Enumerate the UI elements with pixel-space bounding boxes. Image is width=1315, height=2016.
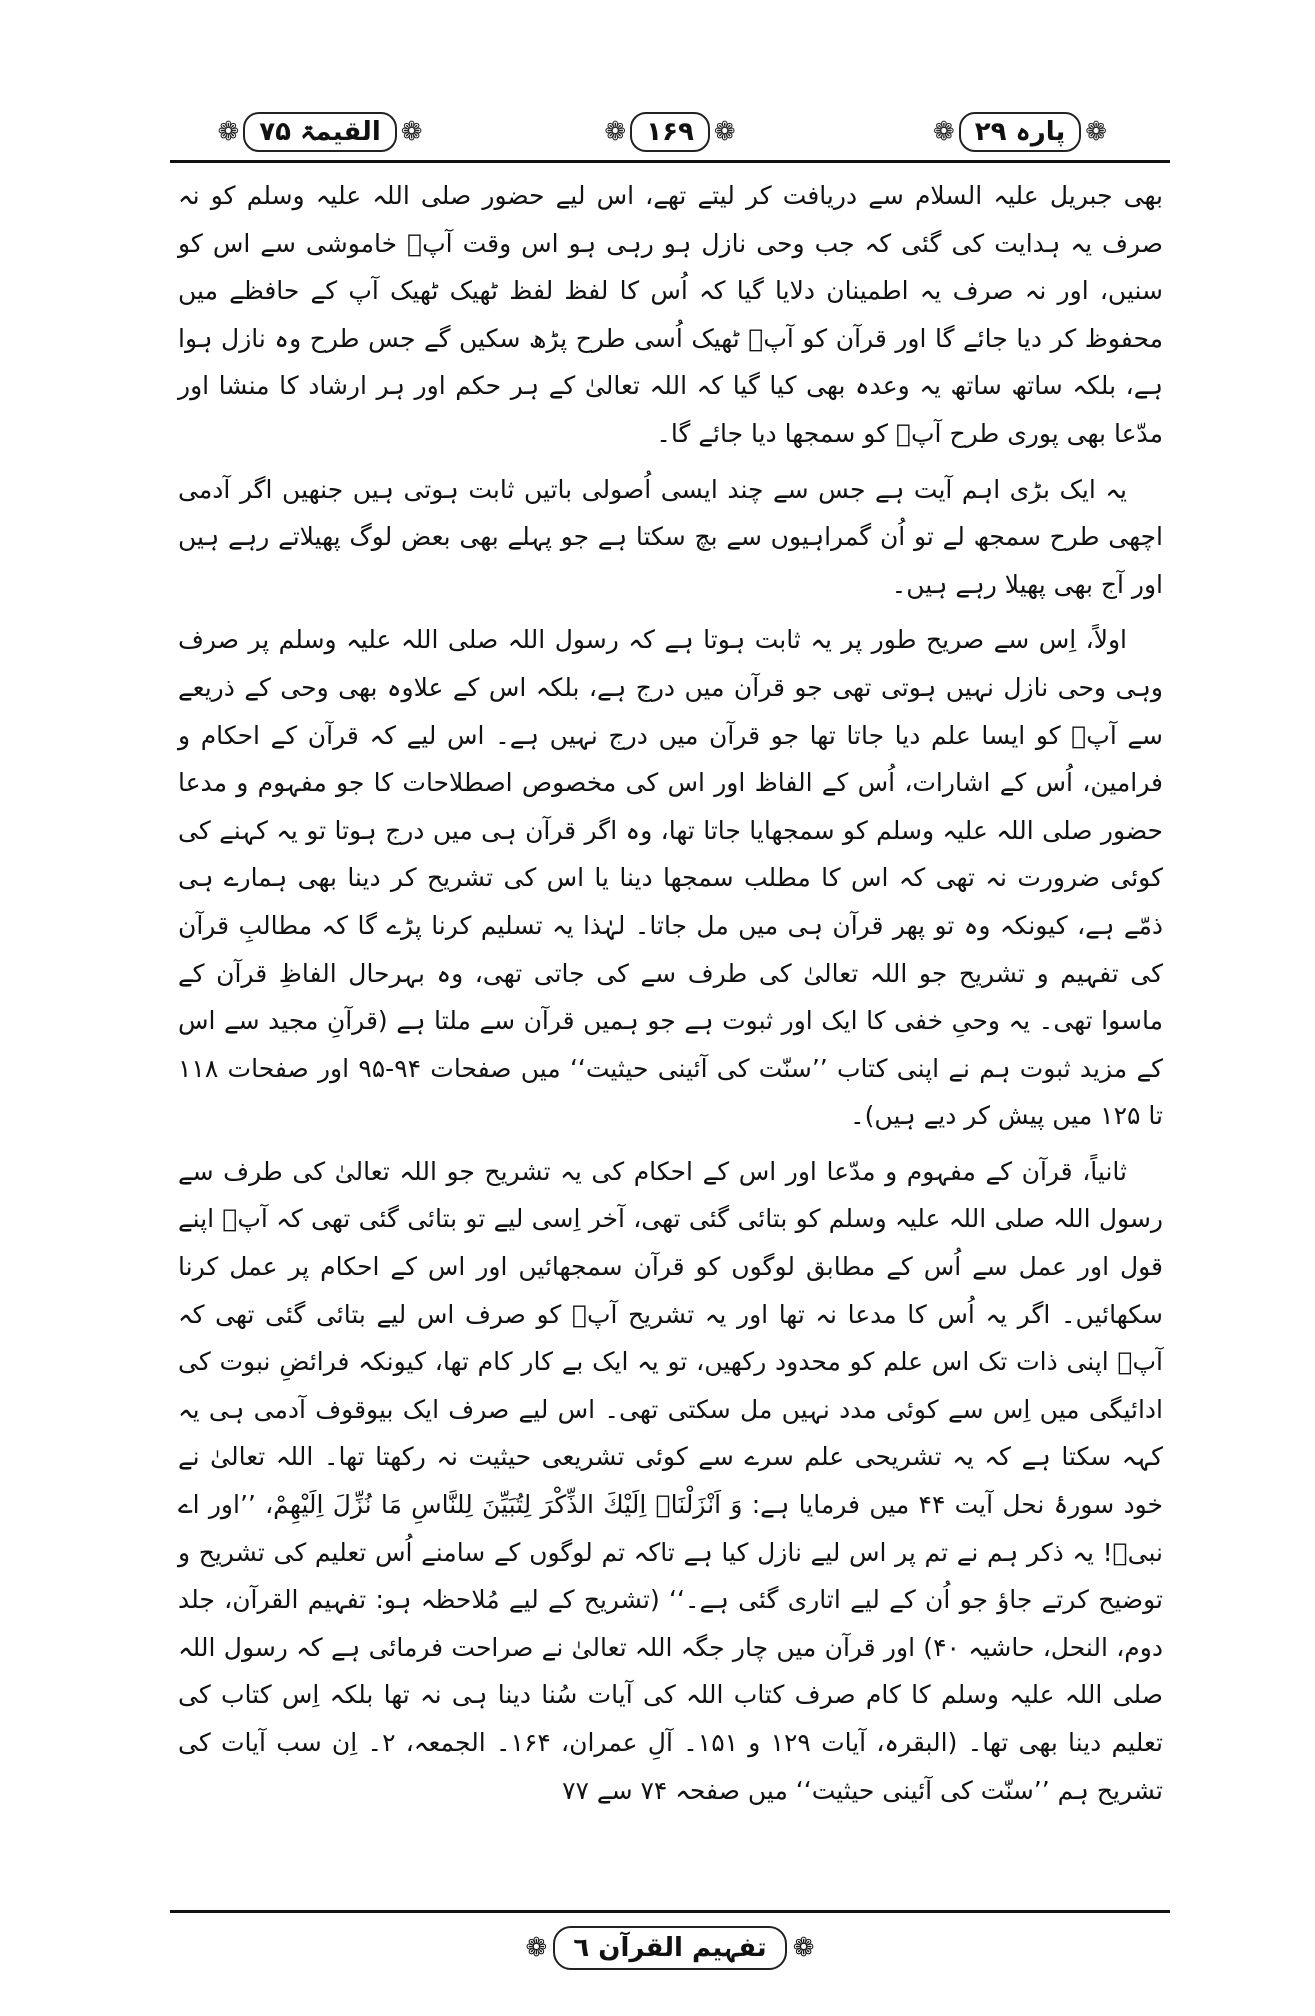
- ornament-icon: ❁: [932, 117, 955, 147]
- para-label: پارہ ۲۹: [959, 112, 1082, 152]
- ornament-icon: ❁: [400, 117, 423, 147]
- paragraph: اولاً، اِس سے صریح طور پر یہ ثابت ہوتا ہے کہ رسول اللہ صلی اللہ علیہ وسلم پر صرف وہی وحی نازل نہیں ہوتی تھی جو قرآن میں درج ہے، بلکہ اس کے علاوہ بھی وحی کے ذریعے سے آپؐ کو ایسا علم دیا جاتا تھا جو قرآن میں درج نہیں ہے۔ اس لیے کہ قرآن کے احکام و فرامین، اُس کے اشارات، اُس کے الفاظ اور اس کی مخصوص اصطلاحات کا جو مفہوم و مدعا حضور صلی اللہ علیہ وسلم کو سمجھایا جاتا تھا، وہ اگر قرآن ہی میں درج ہوتا تو یہ کہنے کی کوئی ضرورت نہ تھی کہ اس کا مطلب سمجھا دینا یا اس کی تشریح کر دینا بھی ہمارے ہی ذمّے ہے، کیونکہ وہ تو پھر قرآن ہی میں مل جاتا۔ لہٰذا یہ تسلیم کرنا پڑے گا کہ مطالبِ قرآن کی تفہیم و تشریح جو اللہ تعالیٰ کی طرف سے کی جاتی تھی، وہ بہرحال الفاظِ قرآن کے ماسوا تھی۔ یہ وحیِ خفی کا ایک اور ثبوت ہے جو ہمیں قرآن سے ملتا ہے (قرآنِ مجید سے اس کے مزید ثبوت ہم نے اپنی کتاب ’’سنّت کی آئینی حیثیت‘‘ میں صفحات ۹۴-۹۵ اور صفحات ۱۱۸ تا ۱۲۵ میں پیش کر دیے ہیں)۔: [178, 625, 1163, 1131]
- ornament-icon: ❁: [1085, 117, 1108, 147]
- surah-label: القیمۃ ۷۵: [243, 112, 396, 152]
- ornament-icon: ❁: [217, 117, 240, 147]
- book-title: تفہیم القرآن ٦: [553, 1926, 786, 1970]
- paragraph: بھی جبریل علیہ السلام سے دریافت کر لیتے تھے، اس لیے حضور صلی اللہ علیہ وسلم کو نہ صرف یہ ہدایت کی گئی کہ جب وحی نازل ہو رہی ہو اس وقت آپؐ خاموشی سے اس کو سنیں، اور نہ صرف یہ اطمینان دلایا گیا کہ اُس کا لفظ لفظ ٹھیک ٹھیک آپ کے حافظے میں محفوظ کر دیا جائے گا اور قرآن کو آپؐ ٹھیک اُسی طرح پڑھ سکیں گے جس طرح وہ نازل ہوا ہے، بلکہ ساتھ ساتھ یہ وعدہ بھی کیا گیا کہ اللہ تعالیٰ کے ہر حکم اور ہر ارشاد کا منشا اور مدّعا بھی پوری طرح آپؐ کو سمجھا دیا جائے گا۔: [178, 181, 1163, 448]
- para-box: [870, 110, 1170, 154]
- paragraph: یہ ایک بڑی اہم آیت ہے جس سے چند ایسی اُصولی باتیں ثابت ہوتی ہیں جنھیں اگر آدمی اچھی طرح سمجھ لے تو اُن گمراہیوں سے بچ سکتا ہے جو پہلے بھی بعض لوگ پھیلاتے رہے ہیں اور آج بھی پھیلا رہے ہیں۔: [178, 474, 1163, 599]
- footer-rule: [170, 1910, 1170, 1913]
- ornament-icon: ❁: [525, 1933, 548, 1963]
- page-number-box: [500, 110, 840, 154]
- page-number: ۱۶۹: [630, 112, 710, 152]
- header-rule: [170, 160, 1170, 163]
- ornament-icon: ❁: [604, 117, 627, 147]
- ornament-icon: ❁: [713, 117, 736, 147]
- paragraph: ثانیاً، قرآن کے مفہوم و مدّعا اور اس کے احکام کی یہ تشریح جو اللہ تعالیٰ کی طرف سے رسول اللہ صلی اللہ علیہ وسلم کو بتائی گئی تھی، آخر اِسی لیے تو بتائی گئی تھی کہ آپؐ اپنے قول اور عمل سے اُس کے مطابق لوگوں کو قرآن سمجھائیں اور اس کے احکام پر عمل کرنا سکھائیں۔ اگر یہ اُس کا مدعا نہ تھا اور یہ تشریح آپؐ کو صرف اس لیے بتائی گئی تھی کہ آپؐ اپنی ذات تک اس علم کو محدود رکھیں، تو یہ ایک بے کار کام تھا، کیونکہ فرائضِ نبوت کی ادائیگی میں اِس سے کوئی مدد نہیں مل سکتی تھی۔ اس لیے صرف ایک بیوقوف آدمی ہی یہ کہہ سکتا ہے کہ یہ تشریحی علم سرے سے کوئی تشریعی حیثیت نہ رکھتا تھا۔ اللہ تعالیٰ نے خود سورۂ نحل آیت ۴۴ میں فرمایا ہے: وَ اَنْزَلْنَاۤ اِلَیْكَ الذِّكْرَ لِتُبَیِّنَ لِلنَّاسِ مَا نُزِّلَ اِلَیْهِمْ، ’’اور اے نبیؐ! یہ ذکر ہم نے تم پر اس لیے نازل کیا ہے تاکہ تم لوگوں کے سامنے اُس تعلیم کی تشریح و توضیح کرتے جاؤ جو اُن کے لیے اتاری گئی ہے۔‘‘ (تشریح کے لیے مُلاحظہ ہو: تفہیم القرآن، جلد دوم، النحل، حاشیہ ۴۰) اور قرآن میں چار جگہ اللہ تعالیٰ نے صراحت فرمائی ہے کہ رسول اللہ صلی اللہ علیہ وسلم کا کام صرف کتاب اللہ کی آیات سُنا دینا ہی نہ تھا بلکہ اِس کتاب کی تعلیم دینا بھی تھا۔ (البقرہ، آیات ۱۲۹ و ۱۵۱۔ آلِ عمران، ۱۶۴۔ الجمعہ، ۲۔ اِن سب آیات کی تشریح ہم ’’سنّت کی آئینی حیثیت‘‘ میں صفحہ ۷۴ سے ۷۷: [178, 1156, 1163, 1805]
- surah-box: [170, 110, 470, 154]
- page-body: [178, 172, 1163, 1805]
- ornament-icon: ❁: [792, 1933, 815, 1963]
- page-footer: [500, 1920, 840, 1976]
- page-header: [170, 104, 1170, 164]
